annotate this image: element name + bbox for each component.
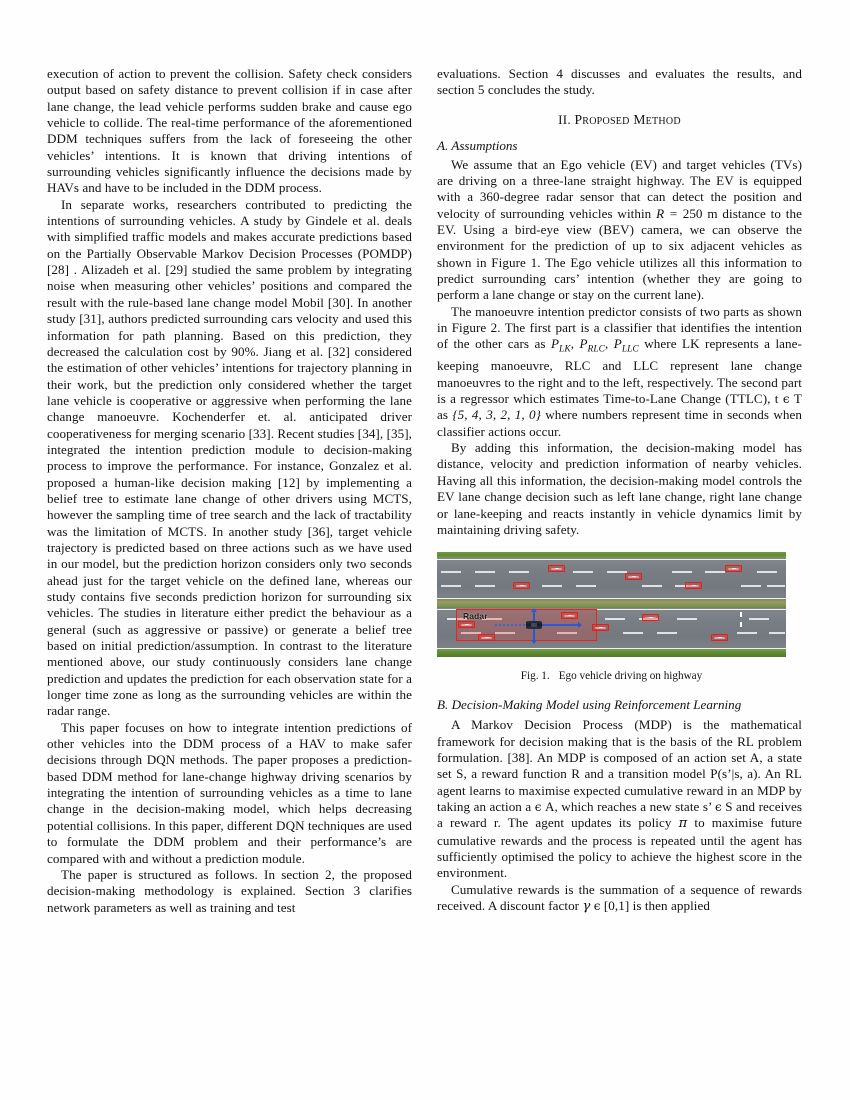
left-column: [47, 66, 412, 1066]
target-vehicle-box: [725, 565, 742, 572]
mdp-text-2: A, which reaches a new state s’: [541, 798, 715, 814]
paragraph-assumptions-2: The manoeuvre intention predictor consists of two parts as shown in Figure 2. The first part is a classifier that identifies the intention of the other cars as $P_{LK}$, $P_{RLC}$, $P_{LLC}$ where LK represents a lane-keeping manoeuvre, RLC and LLC represent lane change manoeuvres to the right and to the left, respectively. The second part is a regressor which estimates Time-to-Lane Change (TTLC), t ϵ T as {5, 4, 3, 2, 1, 0} where numbers represent time in seconds when classifier actions occur.: [437, 303, 802, 439]
math-p-llc-sub: LLC: [621, 345, 639, 356]
vehicle-windshield: [649, 617, 653, 618]
vehicle-body: [461, 624, 472, 626]
arrow-head-right-icon: [578, 622, 582, 628]
figure-caption-label: Fig. 1.: [520, 670, 550, 683]
lane-dash: [475, 571, 495, 573]
assumptions-text-1: We assume that an Ego vehicle (EV) and target vehicles (TVs) are driving on a three-lane straight highway. The EV is equipped with a 360-degree radar sensor that can detect the position and velocity of surrounding vehicles within: [437, 156, 802, 221]
target-vehicle-box: [642, 614, 659, 621]
predictor-text-4: where numbers represent time in seconds when classifier actions occur.: [437, 407, 802, 439]
lane-dash: [441, 571, 461, 573]
math-epsilon-action: ϵ: [534, 799, 542, 814]
ego-vehicle: [526, 621, 542, 629]
subsection-heading-assumptions: [437, 138, 802, 154]
math-p-rlc-sub: RLC: [587, 345, 606, 356]
math-radar-range: R =: [656, 205, 678, 221]
math-pi-policy: π: [678, 816, 688, 832]
paragraph-right-continuation: evaluations. Section 4 discusses and evaluates the results, and section 5 concludes the study.: [437, 66, 802, 98]
vehicle-body: [728, 568, 739, 570]
ego-rear-range-dashes: [495, 624, 526, 626]
math-p-lk-sub: LK: [559, 345, 571, 356]
paragraph-cumulative-rewards: [437, 882, 802, 916]
ego-vehicle-windshield: [531, 623, 537, 627]
lane-dash: [769, 632, 785, 634]
rewards-text-1: Cumulative rewards is the summation of a sequence of rewards received. A discount factor: [437, 881, 802, 913]
target-vehicle-box: [561, 612, 578, 619]
math-epsilon-discount: ϵ: [593, 898, 601, 913]
subsection-a-title: Assumptions: [451, 137, 518, 153]
vehicle-windshield: [599, 627, 603, 628]
vehicle-windshield: [485, 637, 489, 638]
figure-caption-text: Ego vehicle driving on highway: [558, 670, 703, 683]
radar-zone-label: Radar: [463, 611, 488, 622]
predictor-text-3: T as: [437, 391, 802, 423]
mdp-text-4: to maximise future cumulative rewards and the process is repeated until the agent has sufficiently optimised the policy to achieve the highest score in the environment.: [437, 815, 802, 881]
roadside-post-marker: [740, 622, 742, 627]
vehicle-body: [645, 617, 656, 619]
vehicle-windshield: [465, 624, 469, 625]
lane-dash: [475, 585, 495, 587]
section-numeral: II.: [558, 111, 571, 127]
math-p-rlc: [579, 336, 606, 356]
vehicle-body: [516, 585, 527, 587]
lane-dash: [657, 632, 677, 634]
subsection-b-title: Decision-Making Model using Reinforcement Learning: [451, 697, 742, 713]
target-vehicle-box: [625, 573, 642, 580]
vehicle-windshield: [568, 615, 572, 616]
lane-dash: [607, 571, 627, 573]
two-column-layout: [47, 66, 803, 1066]
target-vehicle-box: [592, 624, 609, 631]
section-title: Proposed Method: [574, 111, 681, 127]
subsection-b-label: B.: [437, 697, 449, 713]
vehicle-windshield: [555, 568, 559, 569]
vehicle-body: [628, 576, 639, 578]
figure-1-container: [437, 552, 786, 683]
ego-forward-arrow: [541, 624, 579, 626]
lane-dash: [741, 585, 761, 587]
vehicle-windshield: [632, 576, 636, 577]
mdp-text-3: S and receives a reward r. The agent updates its policy: [437, 798, 802, 831]
lane-dash: [705, 571, 725, 573]
median-strip: [437, 599, 786, 608]
math-ttlc-set: {5, 4, 3, 2, 1, 0}: [452, 407, 541, 423]
math-p-rlc-base: P: [579, 336, 588, 352]
lane-dash: [677, 618, 697, 620]
lane-dash: [509, 571, 529, 573]
target-vehicle-box: [478, 634, 495, 641]
paragraph-assumptions-1: [437, 157, 802, 304]
lane-dash: [542, 585, 562, 587]
lane-dash: [737, 632, 757, 634]
mdp-text-1: A Markov Decision Process (MDP) is the mathematical framework for decision making that is the basis of the RL problem formulation. [38]. An MDP is composed of an action set A, a state set S, a reward function R and a transition model P(s’|s, a). An RL agent learns to maximise expected cumulative reward in an MDP by taking an action a: [437, 717, 802, 814]
vehicle-body: [688, 585, 699, 587]
vehicle-windshield: [520, 585, 524, 586]
math-epsilon-state: ϵ: [714, 799, 722, 814]
lane-dash: [623, 632, 643, 634]
arrow-head-up-icon: [531, 608, 537, 612]
paragraph-mdp-1: [437, 717, 802, 881]
target-vehicle-box: [548, 565, 565, 572]
rewards-text-2: is then applied: [629, 897, 710, 913]
math-epsilon-ttlc: ϵ: [782, 392, 790, 407]
vehicle-body: [564, 615, 575, 617]
math-p-lk: [550, 336, 571, 356]
paragraph-assumptions-3: By adding this information, the decision-making model has distance, velocity and prediction information of nearby vehicles. Having all this information, the decision-making model controls the EV lane change decision such as left lane change, right lane change or lane-keeping and reacts instantly in vehicle dynamics limit by maintaining driving safety.: [437, 440, 802, 537]
lane-edge-line-top-inner: [437, 598, 786, 600]
right-column: [437, 66, 802, 1066]
lane-dash: [441, 585, 461, 587]
predictor-text-1: The manoeuvre intention predictor consists of two parts as shown in Figure 2. The first part is a classifier that identifies the intention of the other cars as: [437, 303, 802, 352]
section-heading-proposed-method: [437, 112, 802, 128]
paragraph-left-1: execution of action to prevent the collision. Safety check considers output based on safety distance to prevent collision if in case after lane change, the lead vehicle performs sudden brake and cause ego vehicle to collide. The real-time performance of the aforementioned DDM techniques suffers from the lack of foreseeing the other vehicles’ intentions. It is known that driving intentions of surrounding vehicles significantly influence the decisions made by HAVs and have to be included in the DDM process.: [47, 66, 412, 196]
subsection-a-label: A.: [437, 137, 449, 153]
roadside-post-marker: [740, 612, 742, 617]
lane-dash: [605, 618, 625, 620]
paragraph-left-4: The paper is structured as follows. In section 2, the proposed decision-making methodology is explained. Section 3 clarifies network parameters as well as training and test: [47, 866, 412, 915]
lane-dash: [672, 571, 692, 573]
figure-1-image: [437, 552, 786, 657]
lane-dash: [767, 585, 785, 587]
figure-1-caption: [437, 669, 786, 683]
lane-dash: [642, 585, 662, 587]
lane-edge-line-top-outer: [437, 559, 786, 561]
assumptions-text-2: 250 m distance to the EV. Using a bird-eye view (BEV) camera, we can observe the environment for the prediction of up to six adjacent vehicles as shown in Figure 1. The Ego vehicle utilizes all this information to predict surrounding cars’ intention (whether they are going to perform a lane change or stay on the current lane).: [437, 205, 802, 303]
vehicle-windshield: [732, 568, 736, 569]
target-vehicle-box: [458, 621, 475, 628]
grass-verge-bottom: [437, 649, 786, 657]
math-p-llc: [613, 336, 639, 356]
subsection-heading-decision-making-model: [437, 697, 802, 713]
lane-dash: [576, 585, 596, 587]
arrow-head-down-icon: [531, 640, 537, 644]
vehicle-windshield: [718, 637, 722, 638]
lane-dash: [749, 618, 769, 620]
target-vehicle-box: [711, 634, 728, 641]
vehicle-body: [551, 568, 562, 570]
lane-dash: [757, 571, 777, 573]
math-gamma-discount: γ: [582, 898, 591, 914]
vehicle-body: [714, 637, 725, 639]
ego-vehicle-body: [526, 621, 542, 629]
paragraph-left-2: In separate works, researchers contributed to predicting the intentions of surrounding vehicles. A study by Gindele et al. deals with simplified traffic models and makes accurate predictions based on the Partially Observable Markov Decision Processes (POMDP) [28] . Alizadeh et al. [29] studied the same problem by integrating noise when measuring other vehicles’ positions and compared the result with the rule-based lane change model Mobil [30]. In another study [31], authors predicted surrounding cars velocity and used this information for path planning. Based on this prediction, they decreased the calculation cost by 90%. Jiang et al. [32] considered the estimation of other vehicles’ intentions for trajectory planning in their work, but the prediction only considered whether the target lane vehicle is cooperative or aggressive when performing the lane change manoeuvre. Kochenderfer et. al. anticipated driver cooperativeness for merging scenario [33]. Recent studies [34], [35], integrated the intention prediction module to decision-making process to improve the performance. For instance, Gonzalez et al. proposed a human-like decision making [12] by implementing a belief tree to estimate lane change of other drivers using MCTS, however the sampling time of tree search and the lack of tractability was the limitation of MCTS. In another study [36], target vehicle trajectory is predicted based on three actions such as we have used in our model, but the prediction horizon considers only two seconds ahead just for the target vehicle on the defined lane, whereas our study contains five seconds prediction horizon for surrounding six vehicles. The studies in literature either predict the behaviour as a general (such as aggressive or passive) or generate a belief tree based on initial prediction/assumption. In contrast to the literature mentioned above, our study continuously considers lane change prediction and updates the prediction for each observation state for a longer time zone as long as the surrounding vehicles are within the radar range.: [47, 196, 412, 719]
math-p-lk-base: P: [550, 336, 560, 352]
lane-dash: [573, 571, 593, 573]
math-discount-range: [0,1]: [603, 897, 630, 913]
math-p-llc-base: P: [613, 336, 622, 352]
vehicle-windshield: [692, 585, 696, 586]
vehicle-body: [595, 627, 606, 629]
lane-edge-line-bottom-outer: [437, 648, 786, 650]
predictor-text-2: where LK represents a lane-keeping manoeuvre, RLC and LLC represent lane change manoeuvres to the right and to the left, respectively. The second part is a regressor which estimates Time-to-Lane Change (TTLC), t: [437, 336, 802, 407]
target-vehicle-box: [513, 582, 530, 589]
target-vehicle-box: [685, 582, 702, 589]
paragraph-left-3: This paper focuses on how to integrate intention predictions of other vehicles into the DDM process of a HAV to make safer decisions through DQN methods. The paper proposes a prediction-based DDM method for lane-change highway driving scenarios by integrating the intention of surrounding vehicles as a time to lane change in the decision-making model, which helps decreasing potential collisions. In this paper, different DQN techniques are used to formulate the DDM problem and their performance’s are compared with and without a prediction module.: [47, 719, 412, 866]
vehicle-body: [481, 637, 492, 639]
